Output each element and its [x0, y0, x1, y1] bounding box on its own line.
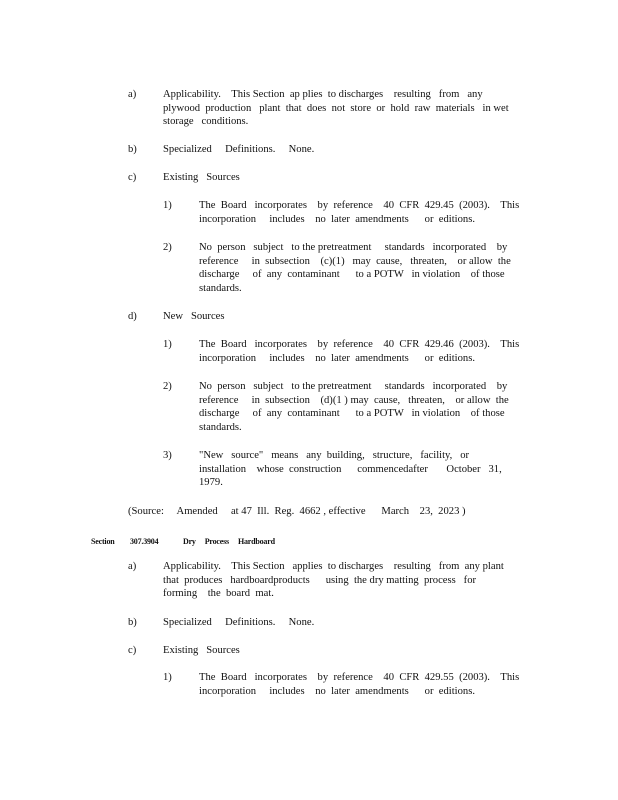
- item-text: No person subject to the pretreatment standards incorporated by reference in subsection (c)(1) may cause, threaten, or allow the discharge of any contaminant to a POTW in violation of those standards.: [199, 242, 511, 294]
- subsection-label: b): [128, 144, 137, 155]
- subsection-label: b): [128, 617, 137, 628]
- subsection-text: Specialized Definitions. None.: [163, 617, 315, 628]
- item-text: "New source" means any building, structure, facility, or installation whose construction commencedafter October 31, 1979.: [199, 450, 502, 489]
- subsection-label: a): [128, 89, 137, 100]
- item-text: No person subject to the pretreatment standards incorporated by reference in subsection (d)(1 ) may cause, threaten, or allow the discharge of any contaminant to a POTW in violation of those standards.: [199, 381, 509, 433]
- section-number-label: Section: [91, 537, 115, 546]
- subsection-text: Applicability. This Section ap plies to discharges resulting from any plywood production plant that does not store or hold raw materials in wet storage conditions.: [163, 89, 509, 128]
- section-title: Dry Process Hardboard: [183, 537, 275, 546]
- item-text: The Board incorporates by reference 40 CFR 429.46 (2003). This incorporation includes no later amendments or editions.: [199, 339, 520, 364]
- item-label: 1): [163, 200, 172, 211]
- subsection-label: c): [128, 645, 137, 656]
- subsection-text: Existing Sources: [163, 172, 240, 183]
- subsection-label: c): [128, 172, 137, 183]
- item-text: The Board incorporates by reference 40 CFR 429.45 (2003). This incorporation includes no later amendments or editions.: [199, 200, 520, 225]
- item-label: 2): [163, 242, 172, 253]
- item-label: 1): [163, 339, 172, 350]
- item-label: 2): [163, 381, 172, 392]
- subsection-label: d): [128, 311, 137, 322]
- source-note: (Source: Amended at 47 Ill. Reg. 4662 , effective March 23, 2023 ): [128, 506, 466, 517]
- subsection-text: Applicability. This Section applies to discharges resulting from any plant that produces hardboardproducts using the dry matting process for forming the board mat.: [163, 561, 504, 600]
- item-text: The Board incorporates by reference 40 CFR 429.55 (2003). This incorporation includes no later amendments or editions.: [199, 672, 520, 697]
- subsection-text: Existing Sources: [163, 645, 240, 656]
- item-label: 3): [163, 450, 172, 461]
- subsection-text: Specialized Definitions. None.: [163, 144, 315, 155]
- subsection-text: New Sources: [163, 311, 225, 322]
- section-code: 307.3904: [130, 537, 159, 546]
- item-label: 1): [163, 672, 172, 683]
- subsection-label: a): [128, 561, 137, 572]
